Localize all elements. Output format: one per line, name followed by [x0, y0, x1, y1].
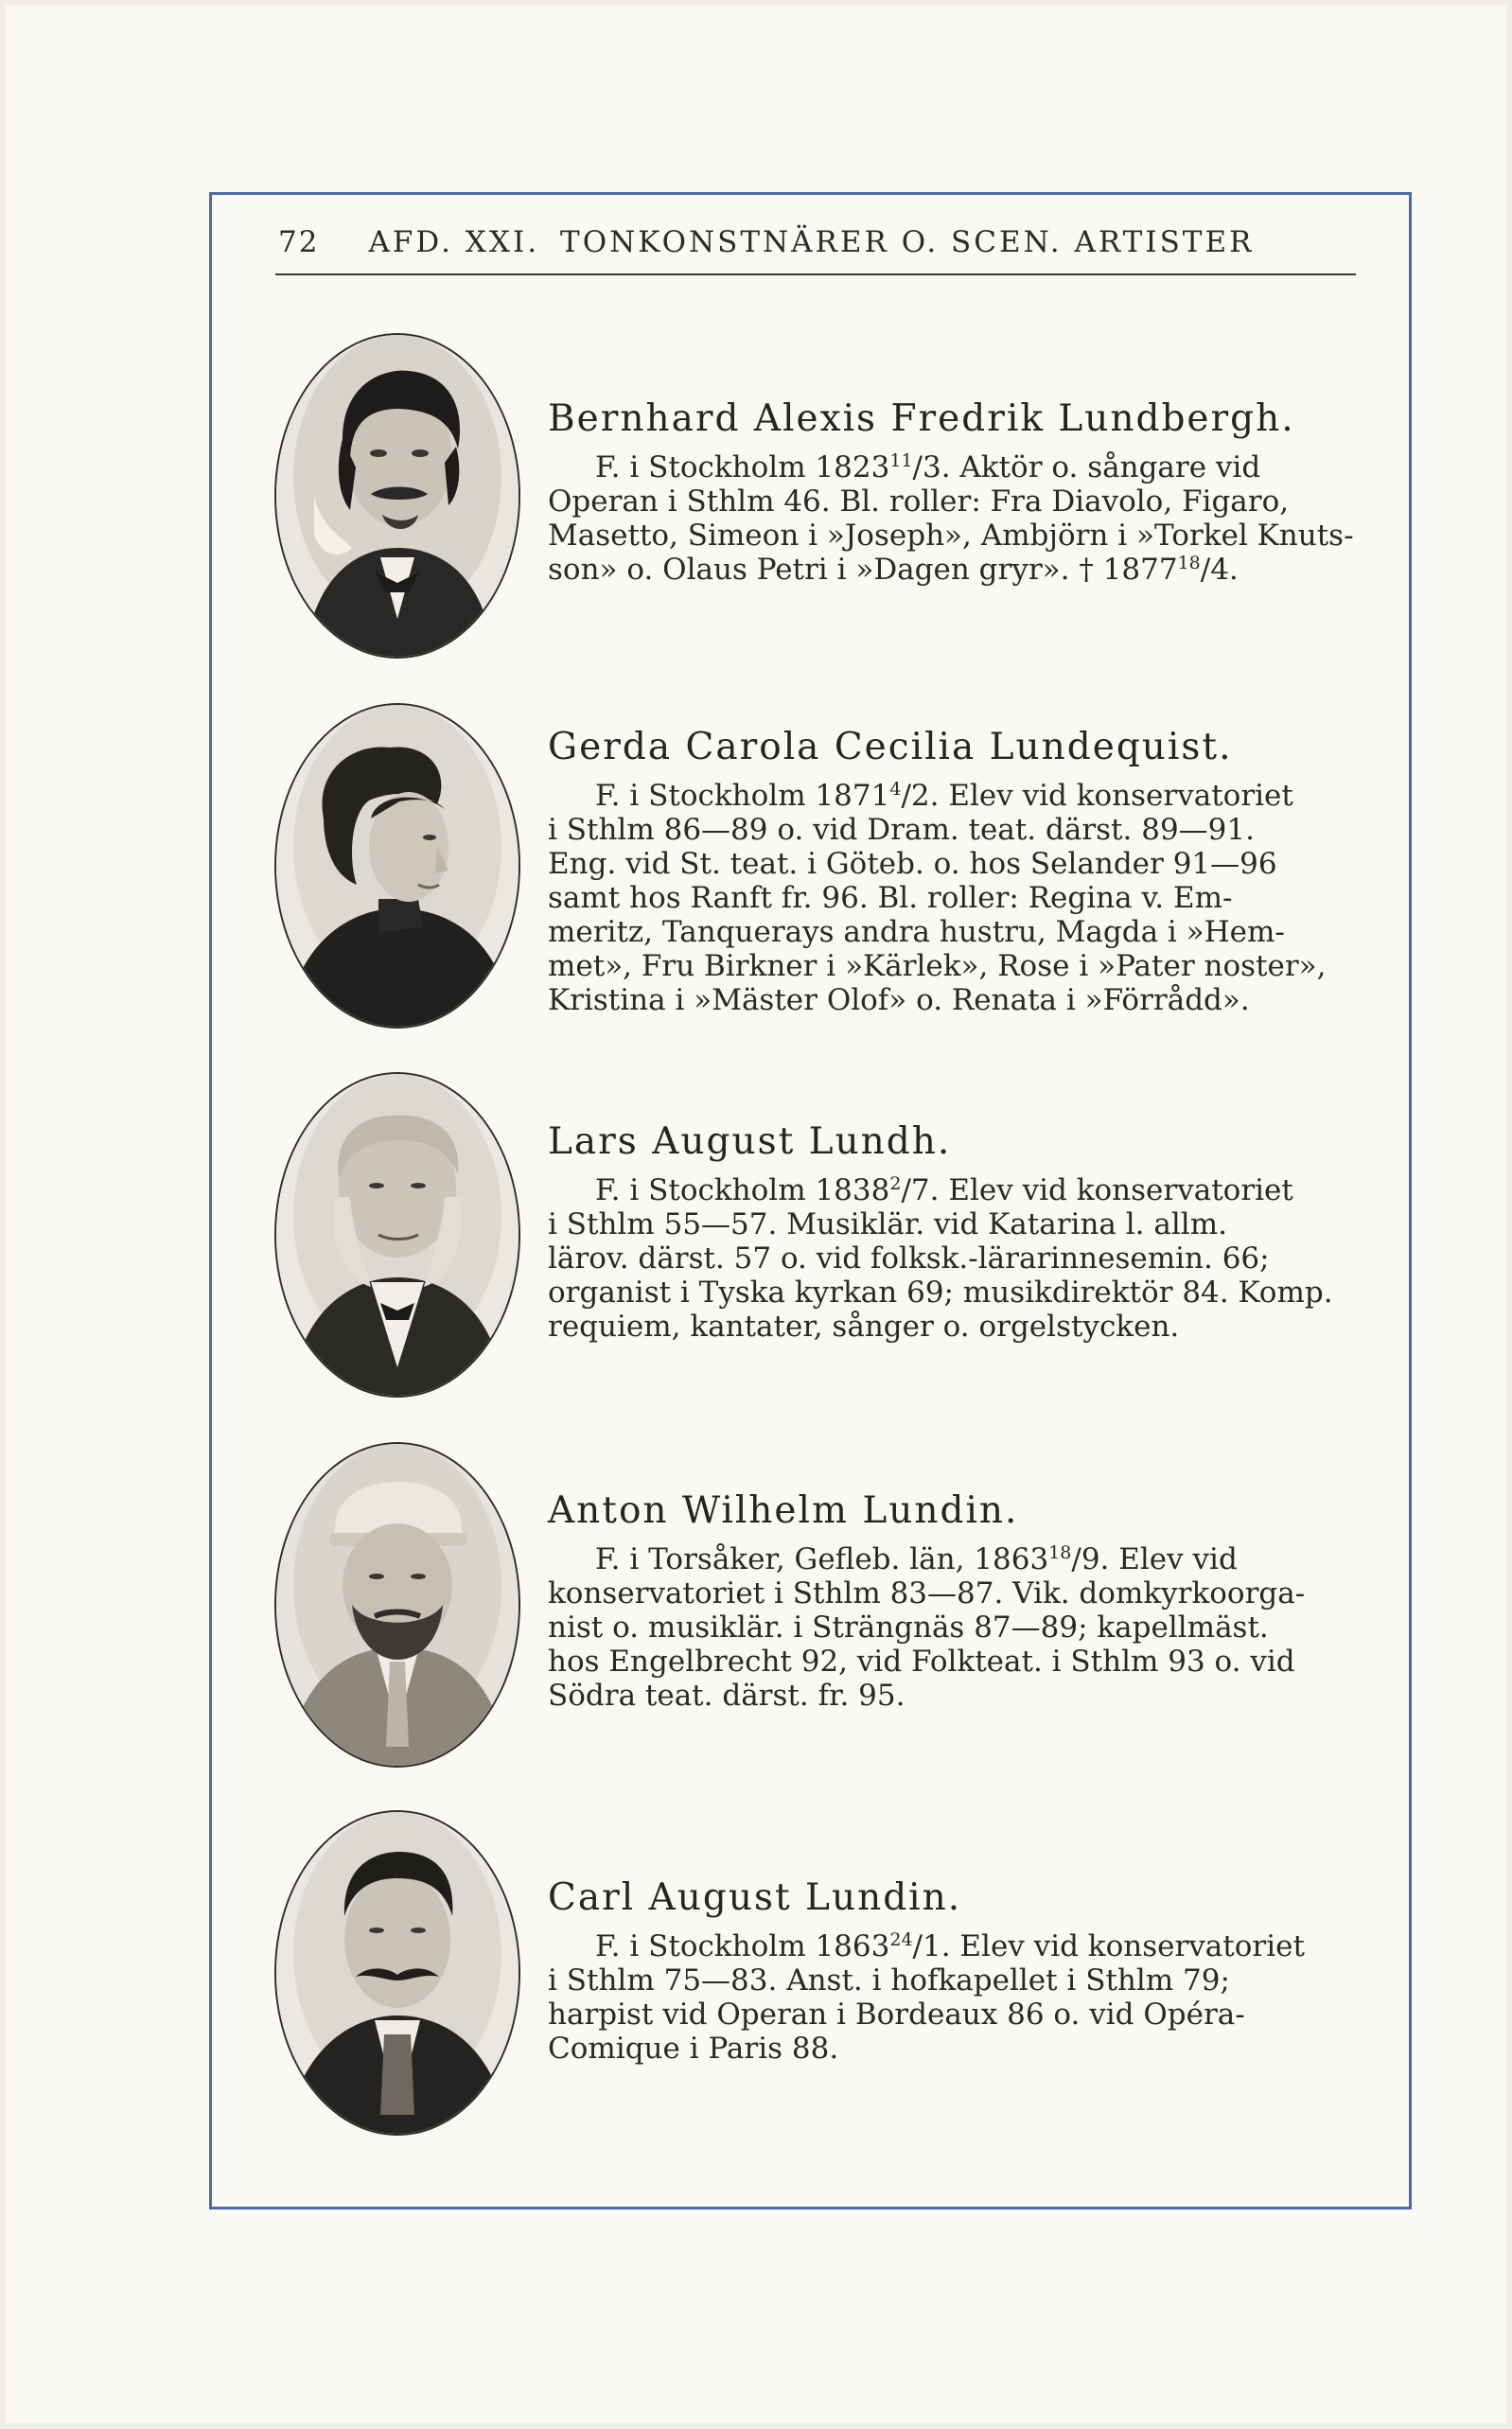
- portrait-lundh: [274, 1072, 520, 1398]
- portrait-carl-lundin: [274, 1810, 520, 2136]
- bio-line: F. i Stockholm 1838$^2$/7. Elev vid konservatoriet: [595, 1173, 1293, 1207]
- bio-line: lärov. därst. 57 o. vid folksk.-lärarinnesemin. 66;: [548, 1241, 1270, 1276]
- bio-line: Masetto, Simeon i »Joseph», Ambjörn i »Torkel Knuts-: [548, 519, 1354, 553]
- entry-bio: [548, 1929, 1360, 2066]
- bio-line: samt hos Ranft fr. 96. Bl. roller: Regina v. Em-: [548, 881, 1233, 915]
- bio-line: son» o. Olaus Petri i »Dagen gryr». † 1877$^{18}$/4.: [548, 553, 1239, 587]
- bio-line: Kristina i »Mäster Olof» o. Renata i »Förrådd».: [548, 983, 1250, 1017]
- entry-bio: [548, 450, 1360, 587]
- entry-name: Bernhard Alexis Fredrik Lundbergh.: [548, 397, 1295, 440]
- bio-line: organist i Tyska kyrkan 69; musikdirektör 84. Komp.: [548, 1276, 1333, 1310]
- entry-bio: [548, 779, 1360, 1017]
- portrait-image: [276, 335, 519, 657]
- bio-line: hos Engelbrecht 92, vid Folkteat. i Sthlm 93 o. vid: [548, 1645, 1295, 1679]
- entry-name: Carl August Lundin.: [548, 1876, 962, 1919]
- entry-name: Anton Wilhelm Lundin.: [548, 1489, 1019, 1532]
- bio-line: requiem, kantater, sånger o. orgelstycken.: [548, 1310, 1180, 1344]
- entry-name: Gerda Carola Cecilia Lundequist.: [548, 726, 1233, 768]
- bio-line: konservatoriet i Sthlm 83—87. Vik. domkyrkoorga-: [548, 1576, 1306, 1611]
- page-number: 72: [278, 225, 320, 259]
- bio-line: F. i Stockholm 1823$^{11}$/3. Aktör o. sångare vid: [595, 450, 1261, 484]
- portrait-image: [276, 705, 519, 1027]
- bio-line: Operan i Sthlm 46. Bl. roller: Fra Diavolo, Figaro,: [548, 484, 1290, 519]
- entry-bio: [548, 1173, 1360, 1344]
- bio-line: nist o. musiklär. i Strängnäs 87—89; kapellmäst.: [548, 1611, 1269, 1645]
- section-title: TONKONSTNÄRER O. SCEN. ARTISTER: [560, 225, 1255, 259]
- header-rule: [275, 273, 1356, 275]
- portrait-anton-lundin: [274, 1442, 520, 1768]
- section-label: AFD. XXI.: [368, 225, 540, 259]
- portrait-lundequist: [274, 703, 520, 1029]
- bio-line: Comique i Paris 88.: [548, 2032, 839, 2066]
- entry-bio: [548, 1542, 1360, 1713]
- bio-line: i Sthlm 86—89 o. vid Dram. teat. därst. 89—91.: [548, 813, 1255, 847]
- bio-line: met», Fru Birkner i »Kärlek», Rose i »Pater noster»,: [548, 949, 1327, 983]
- bio-line: i Sthlm 55—57. Musiklär. vid Katarina l. allm.: [548, 1207, 1227, 1241]
- portrait-image: [276, 1812, 519, 2134]
- bio-line: harpist vid Operan i Bordeaux 86 o. vid Opéra-: [548, 1998, 1245, 2032]
- bio-line: F. i Stockholm 1871$^4$/2. Elev vid konservatoriet: [595, 779, 1293, 813]
- portrait-image: [276, 1074, 519, 1396]
- bio-line: Södra teat. därst. fr. 95.: [548, 1679, 905, 1713]
- portrait-lundbergh: [274, 333, 520, 659]
- entry-name: Lars August Lundh.: [548, 1120, 952, 1163]
- bio-line: Eng. vid St. teat. i Göteb. o. hos Selander 91—96: [548, 847, 1277, 881]
- bio-line: F. i Torsåker, Gefleb. län, 1863$^{18}$/9. Elev vid: [595, 1542, 1238, 1576]
- portrait-image: [276, 1444, 519, 1766]
- bio-line: F. i Stockholm 1863$^{24}$/1. Elev vid konservatoriet: [595, 1929, 1305, 1963]
- running-head: [278, 225, 1355, 259]
- bio-line: i Sthlm 75—83. Anst. i hofkapellet i Sthlm 79;: [548, 1963, 1230, 1998]
- bio-line: meritz, Tanquerays andra hustru, Magda i »Hem-: [548, 915, 1285, 949]
